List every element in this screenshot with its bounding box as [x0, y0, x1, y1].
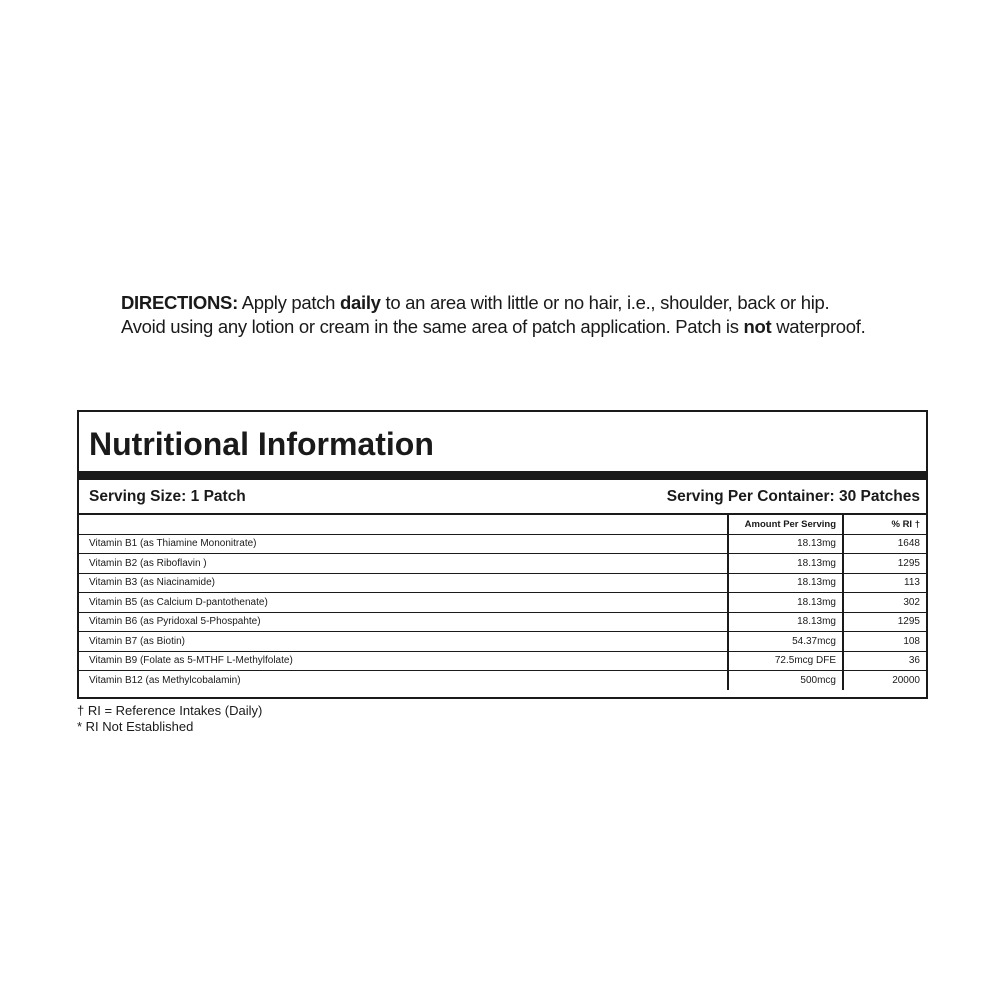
nutrient-name: Vitamin B5 (as Calcium D-pantothenate) [79, 593, 728, 613]
directions-line-1-part-a: Apply patch [237, 292, 340, 313]
directions-line-2-emphasis: not [743, 316, 772, 337]
nutrient-name: Vitamin B9 (Folate as 5-MTHF L-Methylfolate) [79, 651, 728, 671]
directions-label: DIRECTIONS: [121, 292, 238, 313]
table-row [79, 573, 926, 593]
nutrient-ri: 1648 [843, 534, 926, 554]
nutrient-name: Vitamin B6 (as Pyridoxal 5-Phospahte) [79, 612, 728, 632]
nutrition-table [79, 515, 926, 690]
directions-line-1-emphasis: daily [340, 292, 381, 313]
header-ri: % RI † [843, 515, 926, 534]
directions-line-1 [121, 291, 921, 315]
nutrient-amount: 18.13mg [728, 593, 843, 613]
serving-per-container: Serving Per Container: 30 Patches [666, 488, 920, 505]
table-header-row [79, 515, 926, 534]
table-row [79, 632, 926, 652]
nutrient-name: Vitamin B3 (as Niacinamide) [79, 573, 728, 593]
nutrient-amount: 18.13mg [728, 573, 843, 593]
nutrient-name: Vitamin B12 (as Methylcobalamin) [79, 671, 728, 691]
nutrient-name: Vitamin B7 (as Biotin) [79, 632, 728, 652]
title-divider [79, 471, 926, 480]
directions-line-2-part-c: waterproof. [771, 316, 866, 337]
nutrient-ri: 113 [843, 573, 926, 593]
table-row [79, 671, 926, 691]
footnotes [77, 703, 262, 735]
directions-line-2 [121, 315, 921, 339]
table-row [79, 651, 926, 671]
nutrient-ri: 1295 [843, 612, 926, 632]
nutrient-ri: 302 [843, 593, 926, 613]
directions-text [121, 291, 921, 339]
footnote-ri: † RI = Reference Intakes (Daily) [77, 703, 263, 718]
table-row [79, 593, 926, 613]
directions-line-1-part-c: to an area with little or no hair, i.e., shoulder, back or hip. [380, 292, 830, 313]
table-row [79, 554, 926, 574]
table-row [79, 612, 926, 632]
table-row [79, 534, 926, 554]
nutrient-amount: 18.13mg [728, 612, 843, 632]
nutrient-amount: 500mcg [728, 671, 843, 691]
nutrient-amount: 18.13mg [728, 534, 843, 554]
nutrient-ri: 36 [843, 651, 926, 671]
nutrition-panel [77, 410, 928, 699]
header-name [79, 515, 728, 534]
nutrient-ri: 1295 [843, 554, 926, 574]
nutrient-name: Vitamin B1 (as Thiamine Mononitrate) [79, 534, 728, 554]
nutrient-ri: 20000 [892, 675, 920, 686]
serving-row [79, 480, 926, 513]
panel-title: Nutritional Information [89, 426, 434, 462]
footnote-not-established: * RI Not Established [77, 719, 194, 734]
directions-line-2-part-a: Avoid using any lotion or cream in the same area of patch application. Patch is [121, 316, 744, 337]
nutrient-amount: 72.5mcg DFE [728, 651, 843, 671]
header-amount: Amount Per Serving [728, 515, 843, 534]
nutrient-ri: 108 [843, 632, 926, 652]
nutrient-amount: 54.37mcg [728, 632, 843, 652]
nutrient-amount: 18.13mg [728, 554, 843, 574]
serving-size: Serving Size: 1 Patch [89, 488, 246, 505]
nutrient-name: Vitamin B2 (as Riboflavin ) [79, 554, 728, 574]
